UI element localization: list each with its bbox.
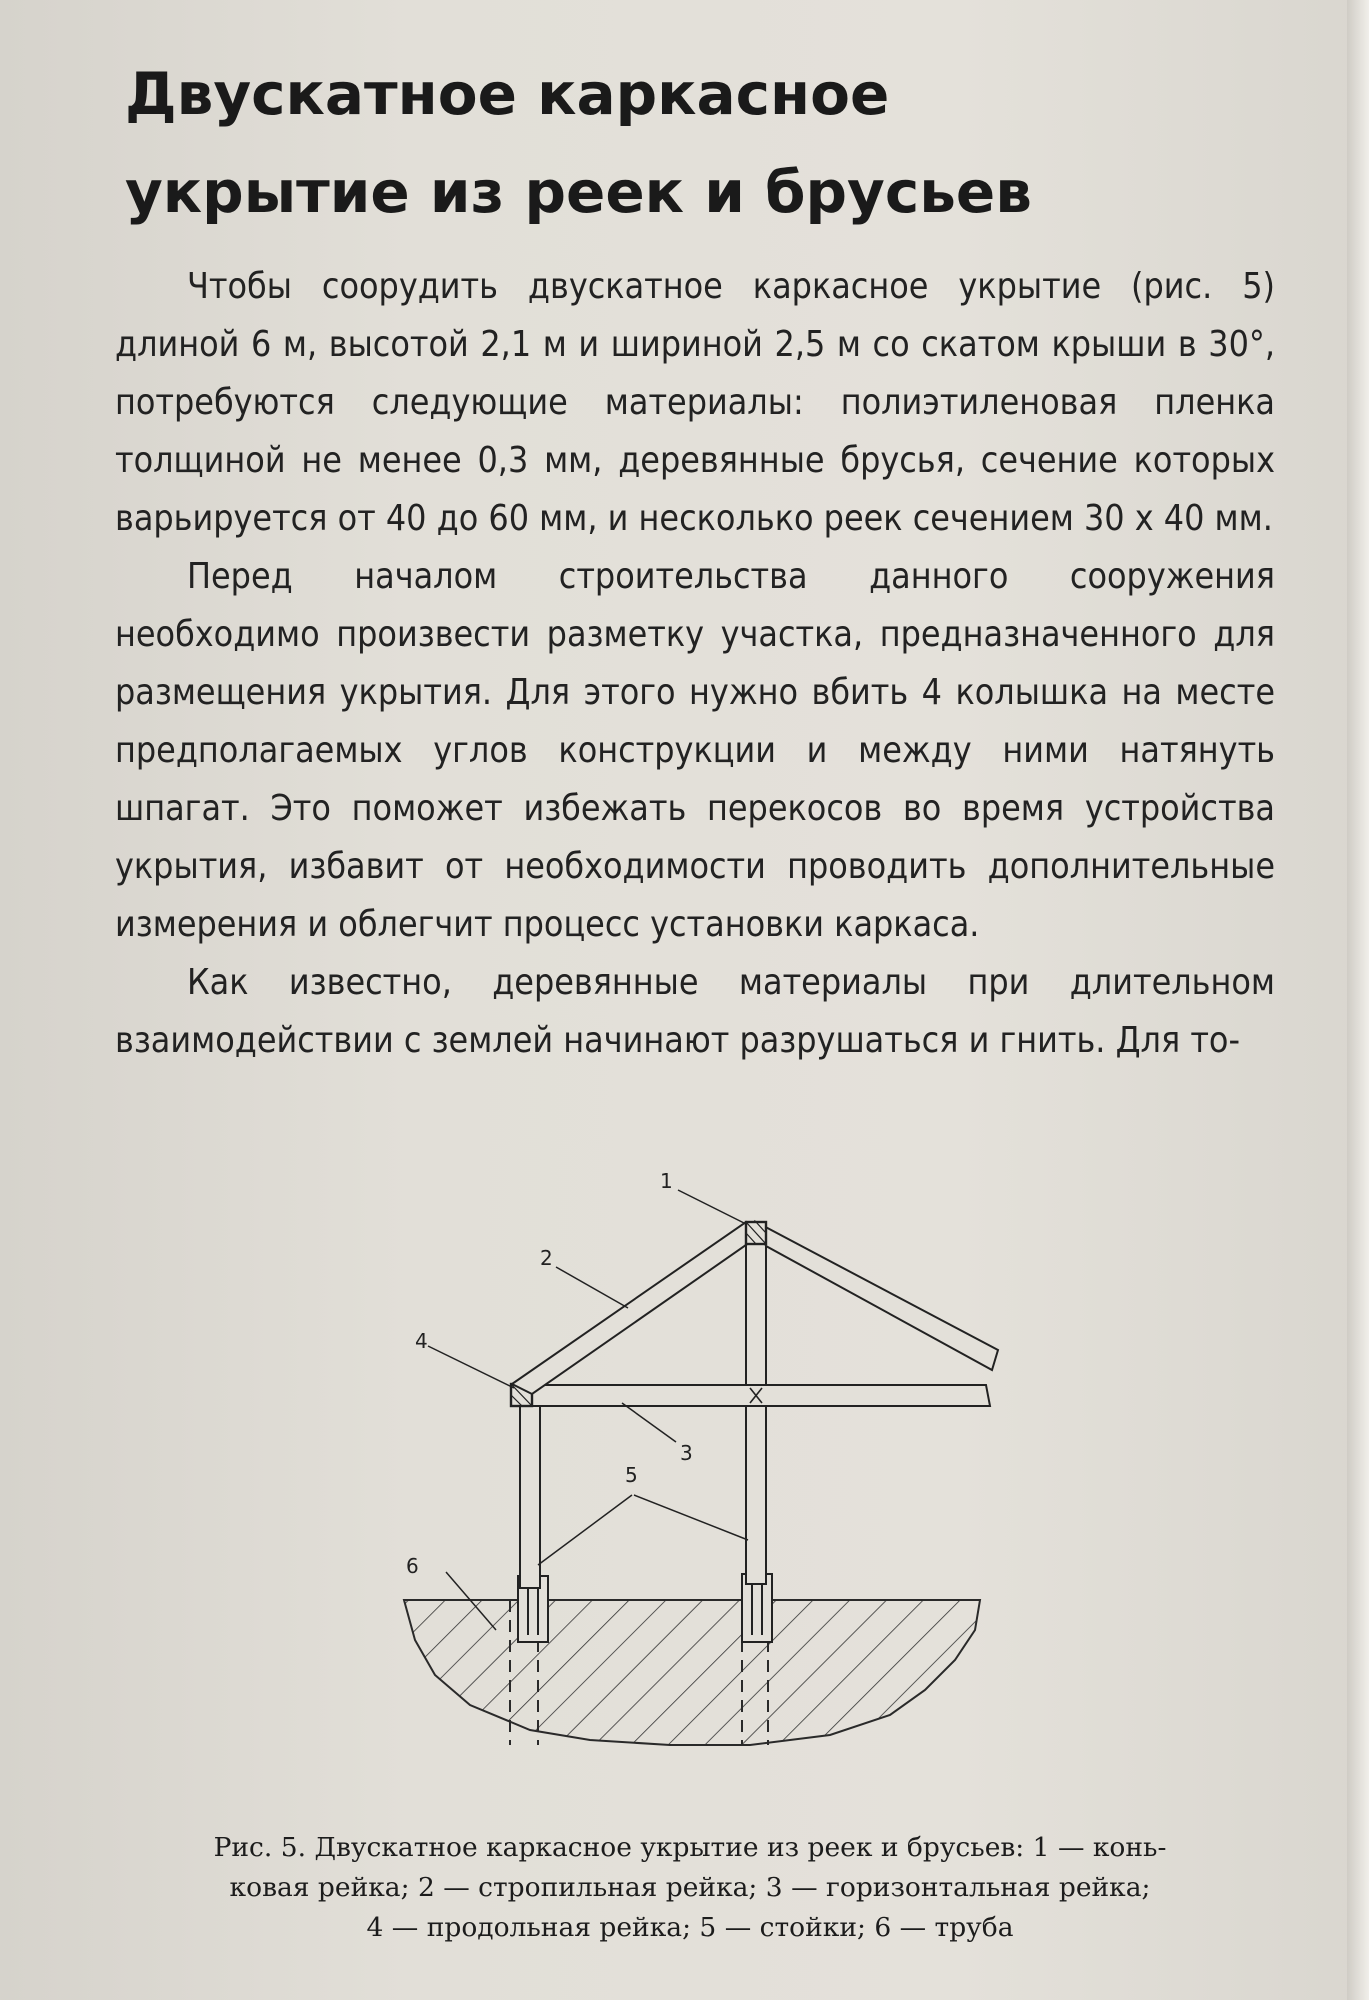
- paragraph-2: Перед началом строительства данного сооружения необходимо произвести разметку участка, предназначенного для размещения укрытия. Для этого нужно вбить 4 колышка на месте предполагаемых углов конструкции и между ними натянуть шпагат. Это поможет избежать перекосов во время устройства укрытия, избавит от необходимости проводить дополнительные измерения и облегчит процесс установки каркаса.: [115, 556, 1275, 945]
- paragraph-3: Как известно, деревянные материалы при длительном взаимодействии с землей начинают разрушаться и гнить. Для то-: [115, 962, 1275, 1061]
- caption-line-3: 4 — продольная рейка; 5 — стойки; 6 — труба: [366, 1912, 1014, 1943]
- fig-label-4: 4: [415, 1329, 428, 1353]
- fig-label-5: 5: [625, 1463, 638, 1487]
- paragraph-1: Чтобы соорудить двускатное каркасное укрытие (рис. 5) длиной 6 м, высотой 2,1 м и шириной 2,5 м со скатом крыши в 30°, потребуются следующие материалы: полиэтиленовая пленка толщиной не менее 0,3 мм, деревянные брусья, сечение которых варьируется от 40 до 60 мм, и несколько реек сечением 30 х 40 мм.: [115, 266, 1275, 539]
- page-spine-edge: [1347, 0, 1369, 2000]
- post-left: [520, 1388, 540, 1588]
- fig-label-3: 3: [680, 1441, 693, 1465]
- fig-label-6: 6: [406, 1554, 419, 1578]
- page-title: [125, 45, 1225, 241]
- caption-line-2: ковая рейка; 2 — стропильная рейка; 3 — горизонтальная рейка;: [229, 1872, 1151, 1903]
- body-text: [115, 258, 1275, 1070]
- fig-label-1: 1: [660, 1169, 673, 1193]
- figure-caption: [110, 1828, 1270, 1948]
- ground-hatched-area: [404, 1600, 980, 1745]
- frame-shelter-diagram: [370, 1160, 1010, 1780]
- rafter-right: [756, 1222, 998, 1370]
- title-line-2: укрытие из реек и брусьев: [125, 158, 1032, 226]
- title-line-1: Двускатное каркасное: [125, 60, 890, 128]
- fig-label-2: 2: [540, 1246, 553, 1270]
- caption-line-1: Рис. 5. Двускатное каркасное укрытие из реек и брусьев: 1 — конь-: [213, 1832, 1167, 1863]
